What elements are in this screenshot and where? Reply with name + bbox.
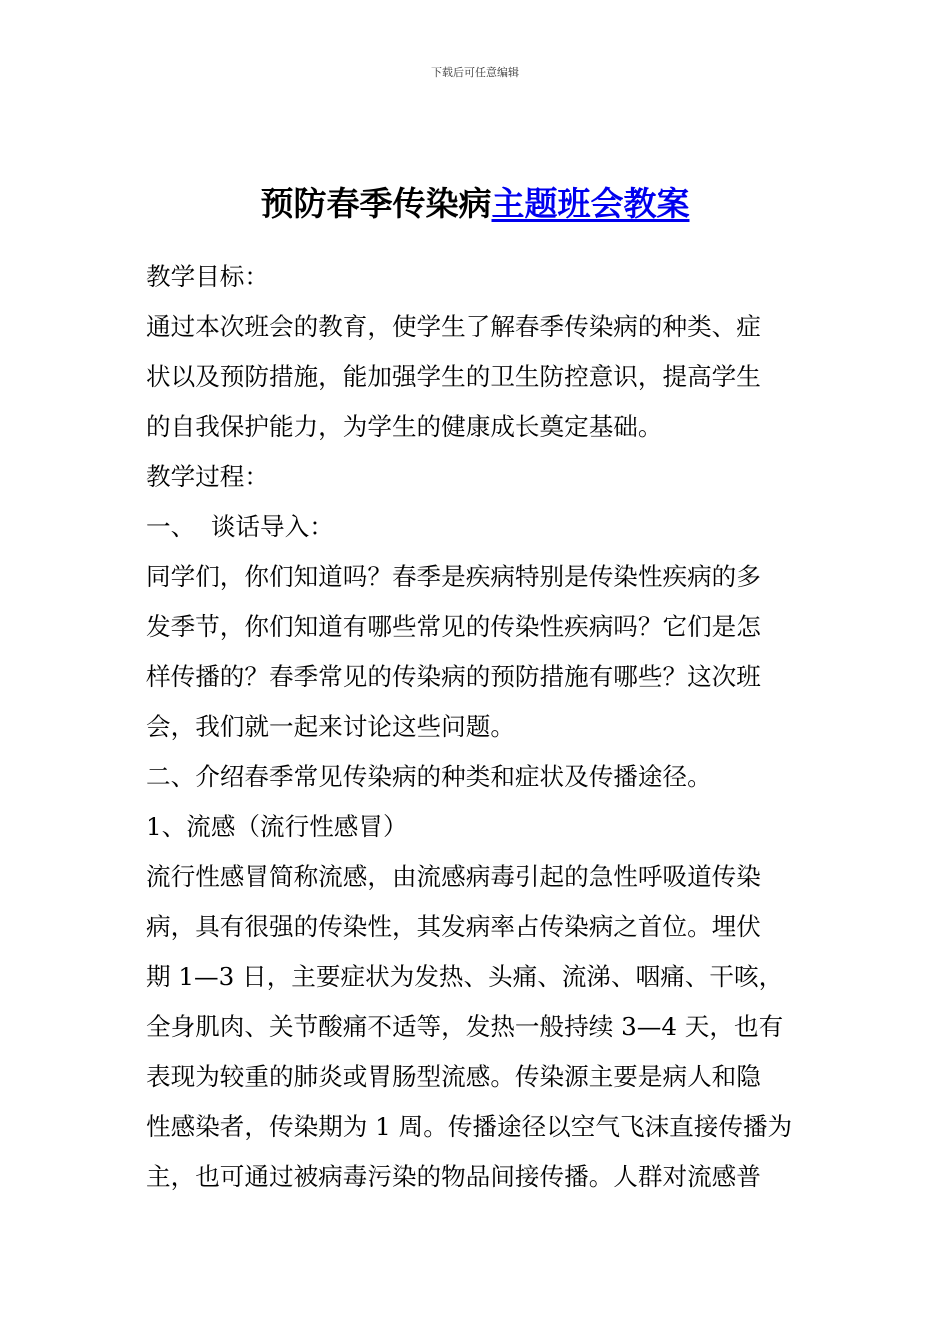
- body-line: 状以及预防措施，能加强学生的卫生防控意识，提高学生: [146, 362, 761, 391]
- body-line: 的自我保护能力，为学生的健康成长奠定基础。: [146, 412, 663, 441]
- document-body: [146, 252, 826, 1202]
- body-line: 主，也可通过被病毒污染的物品间接传播。人群对流感普: [146, 1162, 761, 1191]
- body-line: 同学们，你们知道吗？春季是疾病特别是传染性疾病的多: [146, 562, 761, 591]
- body-line: 教学目标：: [146, 262, 269, 291]
- body-line: 一、 谈话导入：: [146, 512, 334, 541]
- body-line: 教学过程：: [146, 462, 269, 491]
- title-plain-text: 预防春季传染病: [260, 184, 492, 223]
- body-line: 病，具有很强的传染性，其发病率占传染病之首位。埋伏: [146, 912, 761, 941]
- body-line: 会，我们就一起来讨论这些问题。: [146, 712, 515, 741]
- title-link[interactable]: 主题班会教案: [491, 184, 690, 223]
- body-line: 流行性感冒简称流感，由流感病毒引起的急性呼吸道传染: [146, 862, 761, 891]
- body-line: 发季节，你们知道有哪些常见的传染性疾病吗？它们是怎: [146, 612, 761, 641]
- body-line: 二、介绍春季常见传染病的种类和症状及传播途径。: [146, 762, 712, 791]
- body-line: 表现为较重的肺炎或胃肠型流感。传染源主要是病人和隐: [146, 1062, 761, 1091]
- body-line: 样传播的？春季常见的传染病的预防措施有哪些？这次班: [146, 662, 761, 691]
- body-line: 性感染者，传染期为 1 周。传播途径以空气飞沫直接传播为: [146, 1112, 793, 1141]
- page-header-note: 下载后可任意编辑: [431, 66, 519, 79]
- body-line: 全身肌肉、关节酸痛不适等，发热一般持续 3—4 天，也有: [146, 1012, 784, 1041]
- body-line: 期 1—3 日，主要症状为发热、头痛、流涕、咽痛、干咳，: [146, 962, 784, 991]
- body-line: 通过本次班会的教育，使学生了解春季传染病的种类、症: [146, 312, 761, 341]
- body-line: 1、流感（流行性感冒）: [146, 812, 408, 841]
- document-title: [0, 180, 950, 228]
